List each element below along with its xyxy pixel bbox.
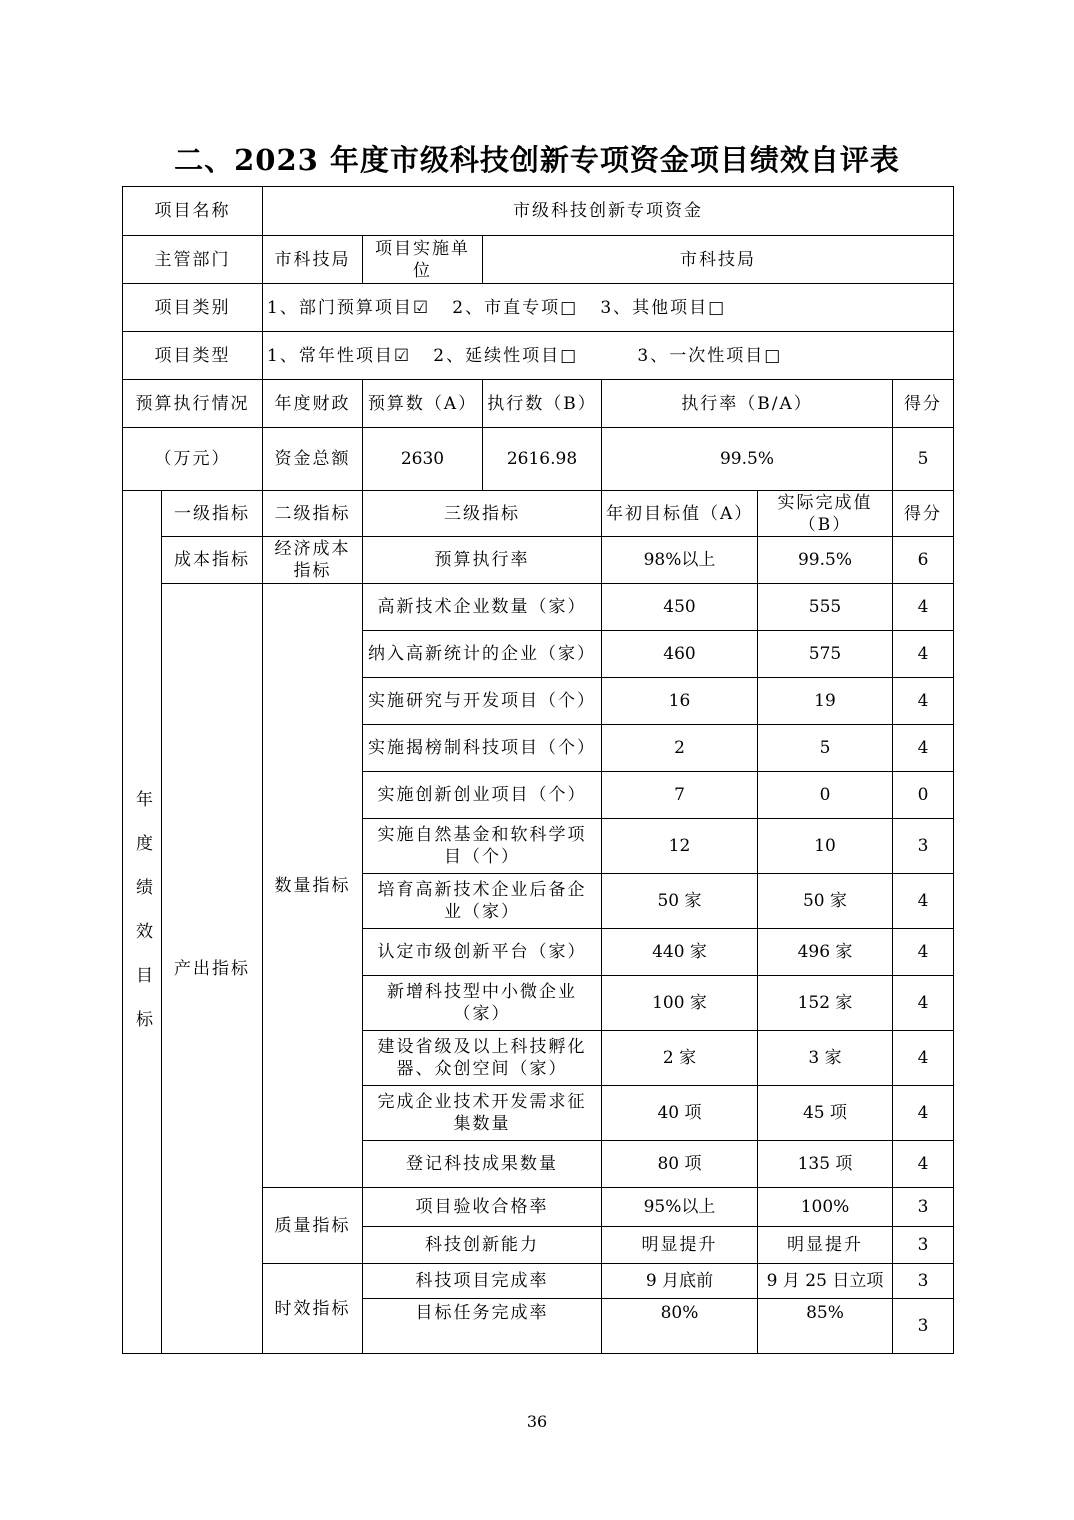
type-label: 项目类型 bbox=[123, 332, 263, 380]
indicator-target: 100 家 bbox=[602, 976, 758, 1031]
budget-header-row bbox=[123, 380, 954, 428]
indicator-score: 4 bbox=[893, 584, 954, 631]
indicator-target: 80% bbox=[602, 1299, 758, 1354]
type-options: 1、常年性项目☑ 2、延续性项目□ 3、一次性项目□ bbox=[263, 332, 954, 380]
budget-score-header: 得分 bbox=[893, 380, 954, 428]
indicator-target: 98%以上 bbox=[602, 537, 758, 584]
performance-table bbox=[122, 186, 954, 1354]
indicator-actual: 10 bbox=[758, 819, 893, 874]
indicator-score: 4 bbox=[893, 976, 954, 1031]
rate-header: 执行率（B/A） bbox=[602, 380, 893, 428]
indicator-target: 40 项 bbox=[602, 1086, 758, 1141]
exec-header: 执行数（B） bbox=[483, 380, 602, 428]
indicator-target: 9 月底前 bbox=[602, 1264, 758, 1299]
exec-value: 2616.98 bbox=[483, 428, 602, 491]
indicator-actual: 0 bbox=[758, 772, 893, 819]
category-label: 项目类别 bbox=[123, 284, 263, 332]
project-name-row bbox=[123, 187, 954, 236]
indicator-actual: 135 项 bbox=[758, 1141, 893, 1188]
l3-header: 三级指标 bbox=[363, 491, 602, 537]
indicator-score: 0 bbox=[893, 772, 954, 819]
indicator-name: 培育高新技术企业后备企业（家） bbox=[363, 874, 602, 929]
project-name-value: 市级科技创新专项资金 bbox=[263, 187, 954, 236]
indicator-name: 项目验收合格率 bbox=[363, 1188, 602, 1227]
indicator-actual: 100% bbox=[758, 1188, 893, 1227]
indicator-name: 实施揭榜制科技项目（个） bbox=[363, 725, 602, 772]
indicator-score: 3 bbox=[893, 1264, 954, 1299]
indicator-actual: 575 bbox=[758, 631, 893, 678]
page-title: 二、2023 年度市级科技创新专项资金项目绩效自评表 bbox=[174, 143, 900, 177]
indicator-name: 实施自然基金和软科学项目（个） bbox=[363, 819, 602, 874]
table-row bbox=[123, 584, 954, 631]
indicator-score: 4 bbox=[893, 1086, 954, 1141]
indicator-score: 4 bbox=[893, 631, 954, 678]
indicator-name: 完成企业技术开发需求征集数量 bbox=[363, 1086, 602, 1141]
indicator-score: 3 bbox=[893, 1188, 954, 1227]
section-label-cell bbox=[123, 491, 162, 1354]
indicator-name: 预算执行率 bbox=[363, 537, 602, 584]
l2-header: 二级指标 bbox=[263, 491, 363, 537]
l1-header: 一级指标 bbox=[162, 491, 263, 537]
indicator-score: 4 bbox=[893, 1031, 954, 1086]
indicator-name: 高新技术企业数量（家） bbox=[363, 584, 602, 631]
indicator-target: 2 bbox=[602, 725, 758, 772]
impl-unit-label: 项目实施单位 bbox=[363, 236, 483, 284]
time-l2: 时效指标 bbox=[263, 1264, 363, 1354]
indicator-target: 50 家 bbox=[602, 874, 758, 929]
indicator-target: 2 家 bbox=[602, 1031, 758, 1086]
indicator-name: 科技创新能力 bbox=[363, 1227, 602, 1264]
category-row bbox=[123, 284, 954, 332]
indicator-name: 实施研究与开发项目（个） bbox=[363, 678, 602, 725]
indicator-target: 460 bbox=[602, 631, 758, 678]
indicator-name: 建设省级及以上科技孵化器、众创空间（家） bbox=[363, 1031, 602, 1086]
indicator-actual: 9 月 25 日立项 bbox=[758, 1264, 893, 1299]
indicator-actual: 555 bbox=[758, 584, 893, 631]
indicator-score: 3 bbox=[893, 1299, 954, 1354]
indicator-target: 440 家 bbox=[602, 929, 758, 976]
indicator-actual: 19 bbox=[758, 678, 893, 725]
impl-unit-value: 市科技局 bbox=[483, 236, 954, 284]
indicator-score: 4 bbox=[893, 874, 954, 929]
indicator-score: 4 bbox=[893, 929, 954, 976]
dept-row bbox=[123, 236, 954, 284]
output-l1: 产出指标 bbox=[162, 584, 263, 1354]
fiscal-label-2: 资金总额 bbox=[263, 428, 363, 491]
indicator-actual: 85% bbox=[758, 1299, 893, 1354]
budget-label-1: 预算执行情况 bbox=[123, 380, 263, 428]
indicator-actual: 3 家 bbox=[758, 1031, 893, 1086]
indicator-target: 16 bbox=[602, 678, 758, 725]
indicator-actual: 45 项 bbox=[758, 1086, 893, 1141]
table-row bbox=[123, 537, 954, 584]
indicator-target: 95%以上 bbox=[602, 1188, 758, 1227]
indicator-name: 纳入高新统计的企业（家） bbox=[363, 631, 602, 678]
indicator-actual: 496 家 bbox=[758, 929, 893, 976]
rate-value: 99.5% bbox=[602, 428, 893, 491]
indicator-name: 科技项目完成率 bbox=[363, 1264, 602, 1299]
section-label: 年度绩效目标 bbox=[132, 790, 152, 1054]
indicator-target: 450 bbox=[602, 584, 758, 631]
indicator-name: 实施创新创业项目（个） bbox=[363, 772, 602, 819]
indicator-target: 明显提升 bbox=[602, 1227, 758, 1264]
cost-l1: 成本指标 bbox=[162, 537, 263, 584]
indicator-actual: 5 bbox=[758, 725, 893, 772]
page-number: 36 bbox=[526, 1412, 548, 1431]
indicator-actual: 152 家 bbox=[758, 976, 893, 1031]
indicator-target: 7 bbox=[602, 772, 758, 819]
indicator-score: 4 bbox=[893, 1141, 954, 1188]
indicator-name: 目标任务完成率 bbox=[363, 1299, 602, 1354]
score-header: 得分 bbox=[893, 491, 954, 537]
quality-l2: 质量指标 bbox=[263, 1188, 363, 1264]
indicator-score: 4 bbox=[893, 725, 954, 772]
indicator-name: 登记科技成果数量 bbox=[363, 1141, 602, 1188]
category-options: 1、部门预算项目☑ 2、市直专项□ 3、其他项目□ bbox=[263, 284, 954, 332]
indicator-target: 12 bbox=[602, 819, 758, 874]
indicator-name: 认定市级创新平台（家） bbox=[363, 929, 602, 976]
qty-l2: 数量指标 bbox=[263, 584, 363, 1188]
indicator-actual: 99.5% bbox=[758, 537, 893, 584]
actual-header: 实际完成值（B） bbox=[758, 491, 893, 537]
indicator-actual: 50 家 bbox=[758, 874, 893, 929]
fiscal-label-1: 年度财政 bbox=[263, 380, 363, 428]
budget-value-row bbox=[123, 428, 954, 491]
indicator-target: 80 项 bbox=[602, 1141, 758, 1188]
indicator-score: 6 bbox=[893, 537, 954, 584]
cost-l2: 经济成本指标 bbox=[263, 537, 363, 584]
budget-value: 2630 bbox=[363, 428, 483, 491]
indicator-score: 4 bbox=[893, 678, 954, 725]
budget-header: 预算数（A） bbox=[363, 380, 483, 428]
dept-label: 主管部门 bbox=[123, 236, 263, 284]
budget-label-2: （万元） bbox=[123, 428, 263, 491]
indicator-score: 3 bbox=[893, 819, 954, 874]
type-row bbox=[123, 332, 954, 380]
target-header: 年初目标值（A） bbox=[602, 491, 758, 537]
budget-score-value: 5 bbox=[893, 428, 954, 491]
indicator-score: 3 bbox=[893, 1227, 954, 1264]
indicator-actual: 明显提升 bbox=[758, 1227, 893, 1264]
project-name-label: 项目名称 bbox=[123, 187, 263, 236]
dept-value: 市科技局 bbox=[263, 236, 363, 284]
indicator-name: 新增科技型中小微企业（家） bbox=[363, 976, 602, 1031]
indicator-header-row bbox=[123, 491, 954, 537]
